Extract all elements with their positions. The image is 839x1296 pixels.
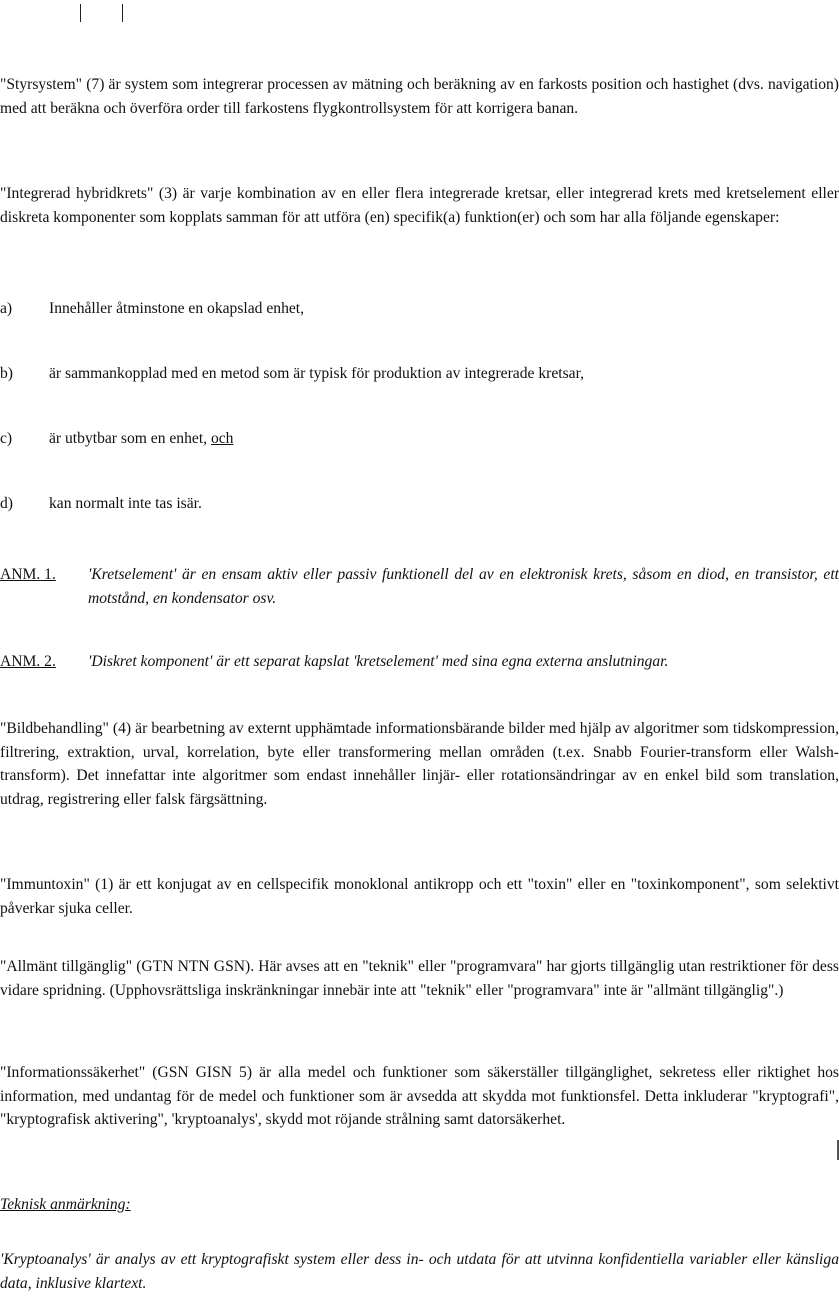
paragraph-allmant-tillganglig: "Allmänt tillgänglig" (GTN NTN GSN). Här avses att en "teknik" eller "programvara" har gjorts tillgänglig utan restriktioner för dess vidare spridning. (Upphovsrättsliga inskränkningar innebär inte att "teknik" eller "programvara" inte är "allmänt tillgänglig".) — [0, 958, 839, 999]
header-mark — [80, 4, 81, 22]
list-item-label: a) — [0, 300, 13, 317]
list-item-label: b) — [0, 365, 13, 382]
list-item-text — [49, 427, 233, 451]
list-item-text-main: är utbytbar som en enhet, — [49, 430, 211, 447]
paragraph-immuntoxin: "Immuntoxin" (1) är ett konjugat av en cellspecifik monoklonal antikropp och ett "toxin" eller en "toxinkomponent", som selektivt påverkar sjuka celler. — [0, 876, 839, 917]
note-label: ANM. 1. — [0, 566, 56, 583]
paragraph-styrsystem: "Styrsystem" (7) är system som integrerar processen av mätning och beräkning av en farkosts position och hastighet (dvs. navigation) med att beräkna och överföra order till farkostens flygkontrollsystem för att korrigera banan. — [0, 76, 839, 117]
teknisk-anmarkning-heading: Teknisk anmärkning: — [0, 1196, 131, 1213]
header-mark — [122, 4, 123, 22]
list-item-label: d) — [0, 495, 13, 512]
paragraph-kryptoanalys: 'Kryptoanalys' är analys av ett kryptografiskt system eller dess in- och utdata för att utvinna konfidentiella variabler eller känsliga data, inklusive klartext. — [0, 1251, 839, 1292]
note-text: 'Diskret komponent' är ett separat kapslat 'kretselement' med sina egna externa anslutningar. — [88, 653, 669, 670]
note-text: 'Kretselement' är en ensam aktiv eller passiv funktionell del av en elektronisk krets, såsom en diod, en transistor, ett motstånd, en kondensator osv. — [88, 566, 839, 607]
paragraph-hybridkrets: "Integrerad hybridkrets" (3) är varje kombination av en eller flera integrerade kretsar, eller integrerad krets med kretselement eller diskreta komponenter som kopplats samman för att utföra (en) specifik(a) funktion(er) och som har alla följande egenskaper: — [0, 185, 839, 226]
paragraph-bildbehandling: "Bildbehandling" (4) är bearbetning av externt upphämtade informationsbärande bilder med hjälp av algoritmer som tidskompression, filtrering, extraktion, urval, korrelation, byte eller transformering mellan områden (t.ex. Snabb Fourier-transform eller Walsh-transform). Det innefattar inte algoritmer som endast innehåller linjär- eller rotationsändringar av en enkel bild som translation, utdrag, registrering eller falsk färgsättning. — [0, 720, 839, 808]
paragraph-informationssakerhet: "Informationssäkerhet" (GSN GISN 5) är alla medel och funktioner som säkerställer tillgänglighet, sekretess eller riktighet hos information, med undantag för de medel och funktioner som är avsedda att skydda mot funktionsfel. Detta inkluderar "kryptografi", "kryptografisk aktivering", 'kryptoanalys', skydd mot röjande strålning samt datorsäkerhet. — [0, 1064, 839, 1128]
list-item-text-och: och — [210, 430, 234, 447]
list-item-text: Innehåller åtminstone en okapslad enhet, — [49, 300, 305, 317]
note-label: ANM. 2. — [0, 653, 56, 670]
list-item-text: är sammankopplad med en metod som är typisk för produktion av integrerade kretsar, — [49, 365, 585, 382]
list-item-text: kan normalt inte tas isär. — [49, 495, 202, 512]
list-item-label: c) — [0, 430, 13, 447]
